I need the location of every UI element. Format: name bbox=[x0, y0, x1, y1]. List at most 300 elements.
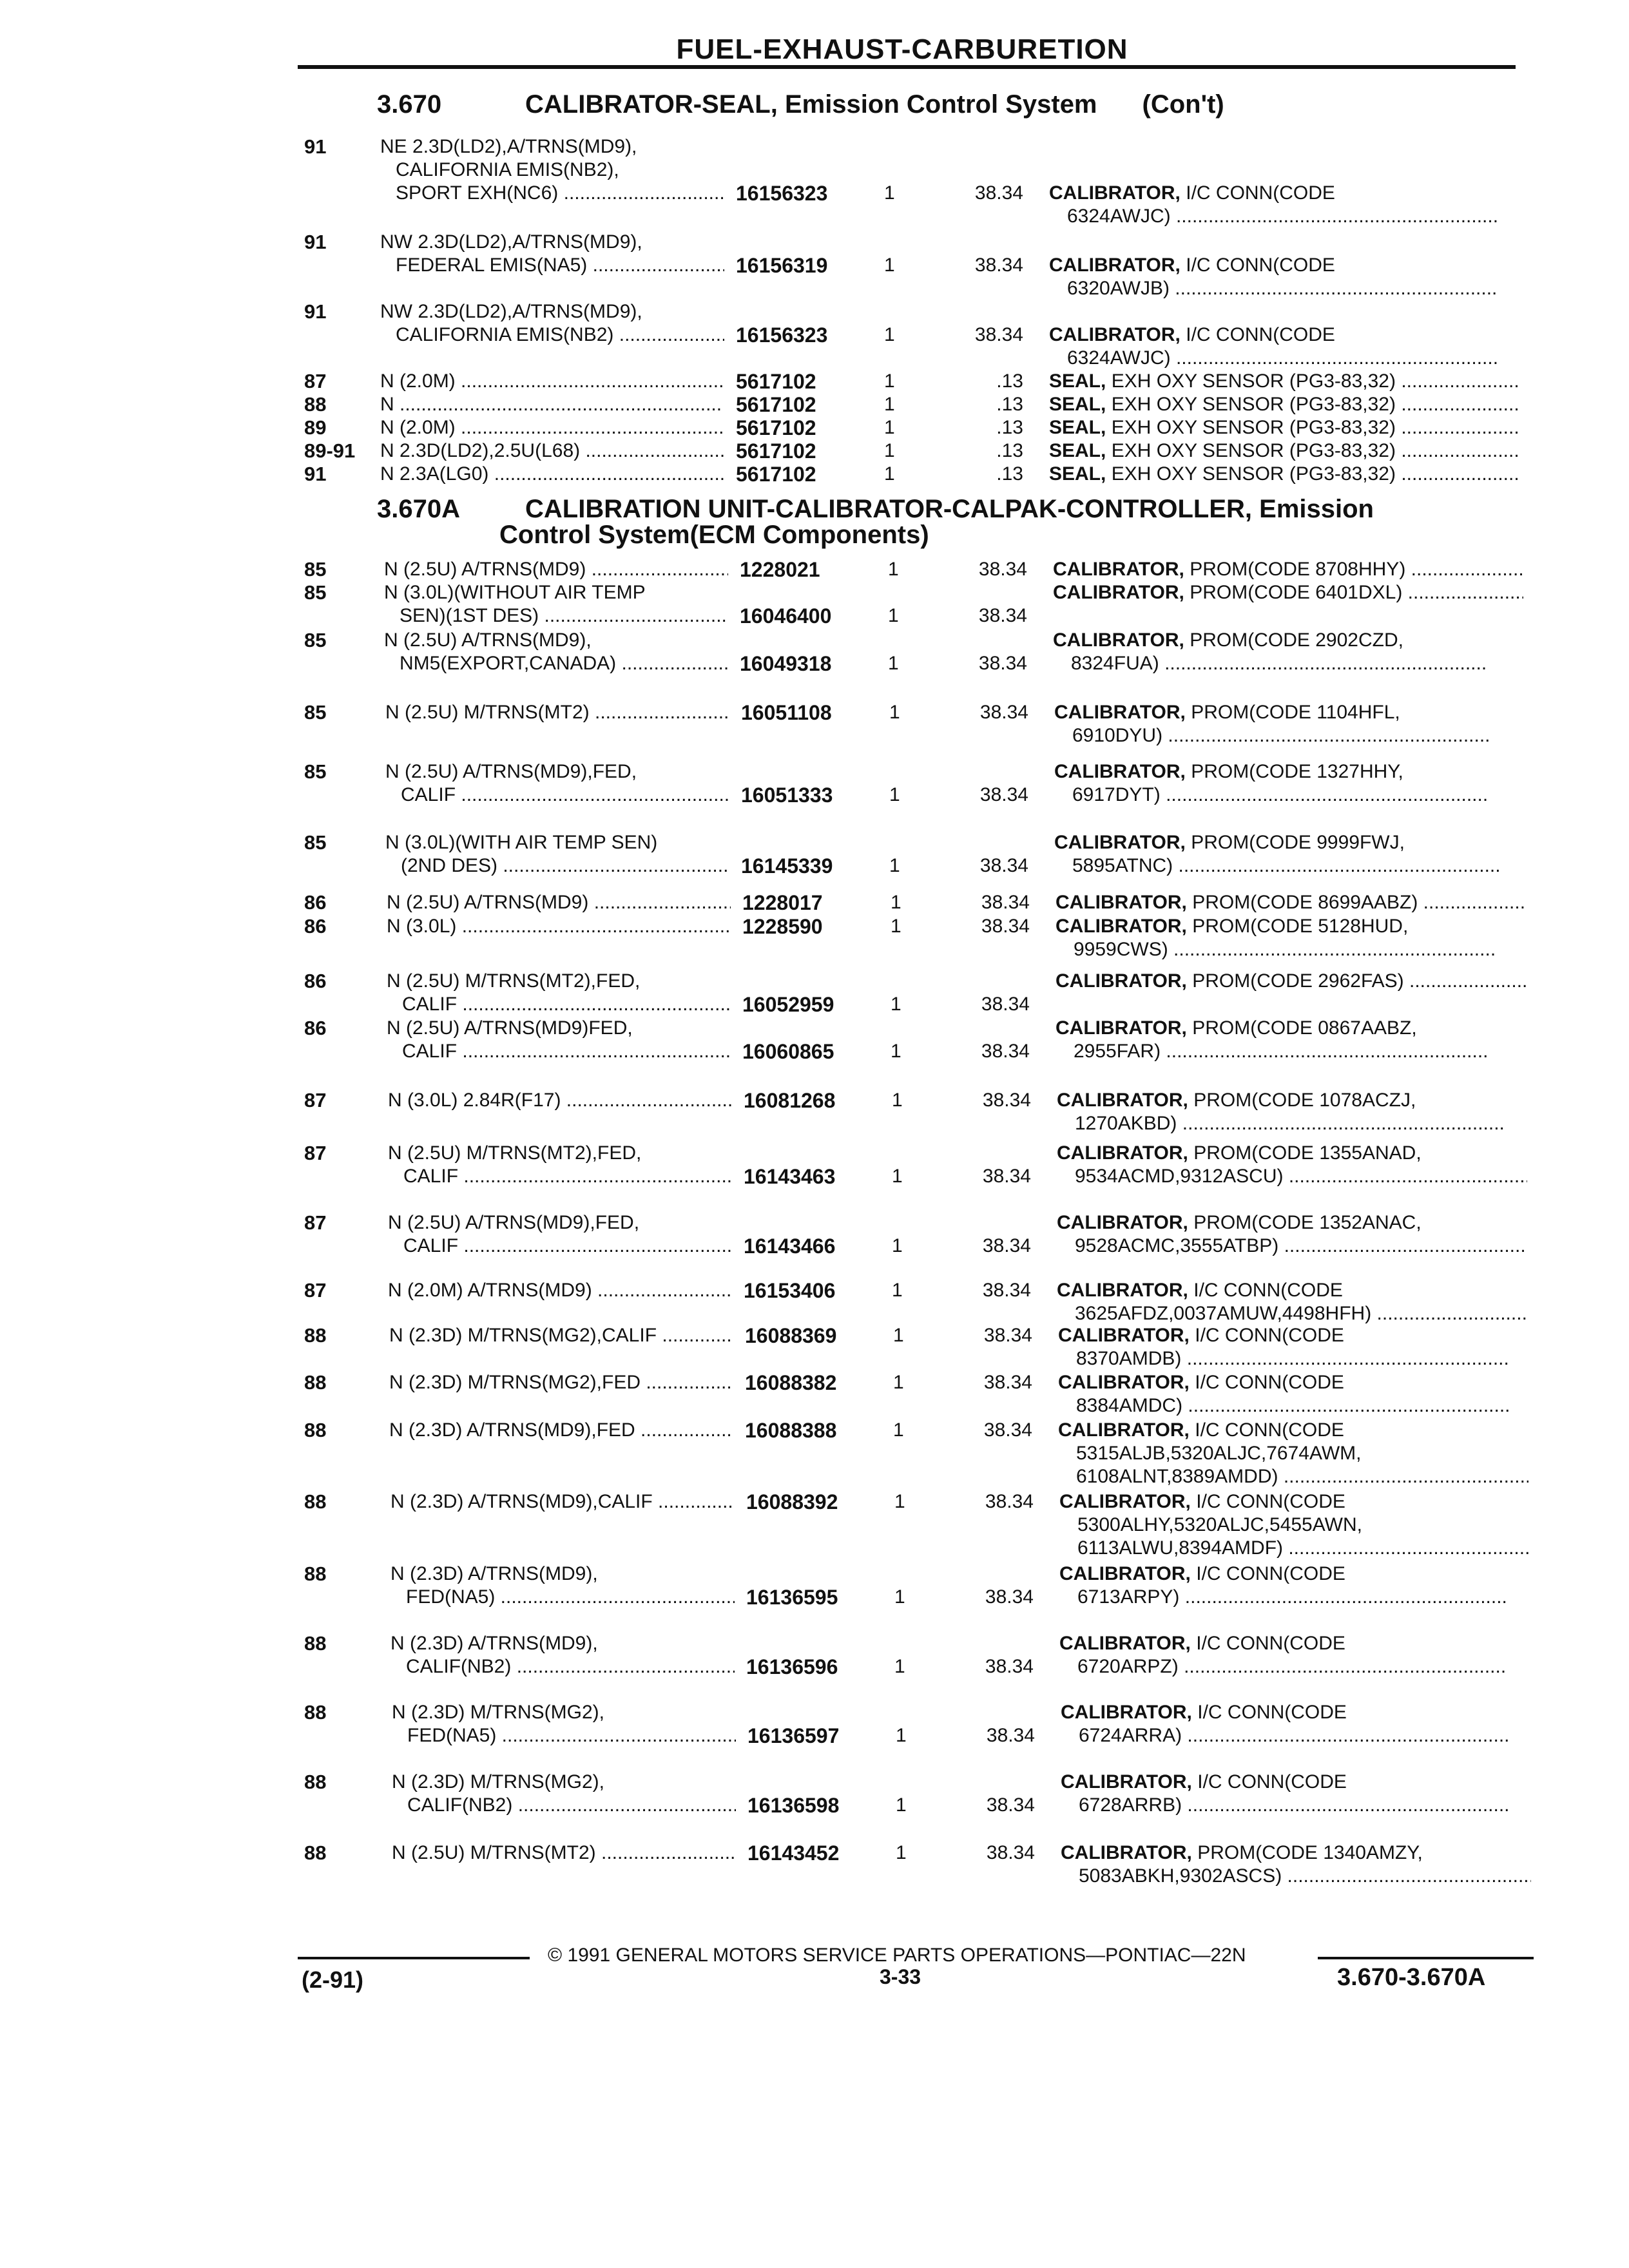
application-line: CALIF ..... bbox=[388, 1235, 732, 1258]
model-year: 85 bbox=[304, 831, 327, 854]
part-number: 16088382 bbox=[745, 1371, 837, 1394]
application-line: FED(NA5) ..... bbox=[392, 1724, 736, 1747]
parts-list-entry bbox=[0, 1211, 1629, 1281]
part-description bbox=[1049, 182, 1519, 228]
part-detail: PROM(CODE 5128HUD, bbox=[1192, 916, 1409, 937]
parts-list-entry bbox=[0, 1632, 1629, 1702]
part-line: 1270AKBD) ..... bbox=[1057, 1112, 1527, 1135]
quantity: 1 bbox=[894, 1656, 905, 1677]
part-detail: PROM(CODE 1078ACZJ, bbox=[1193, 1090, 1416, 1111]
part-name: CALIBRATOR, bbox=[1057, 1090, 1188, 1111]
model-year: 85 bbox=[304, 760, 327, 783]
application-line: CALIFORNIA EMIS(NB2) ..... bbox=[380, 323, 724, 347]
quantity: 1 bbox=[896, 1725, 907, 1746]
part-detail: I/C CONN(CODE bbox=[1197, 1771, 1347, 1792]
part-detail: PROM(CODE 2962FAS) bbox=[1192, 970, 1404, 992]
part-description bbox=[1053, 581, 1523, 604]
section-continued: (Con't) bbox=[1142, 90, 1224, 119]
application-line: CALIFORNIA EMIS(NB2), bbox=[396, 159, 619, 180]
price: 38.34 bbox=[978, 605, 1027, 626]
part-detail: I/C CONN(CODE bbox=[1195, 1372, 1344, 1393]
part-line bbox=[1057, 1142, 1527, 1165]
part-number: 5617102 bbox=[736, 370, 816, 393]
part-number: 16136595 bbox=[746, 1586, 838, 1609]
price: 38.34 bbox=[983, 1372, 1032, 1393]
quantity: 1 bbox=[888, 653, 899, 674]
footer-page-number: 3-33 bbox=[880, 1965, 921, 1988]
application-description bbox=[384, 581, 758, 628]
application-line: CALIF ..... bbox=[387, 1040, 731, 1063]
part-line bbox=[1061, 1701, 1531, 1724]
model-year: 87 bbox=[304, 1279, 327, 1302]
part-line bbox=[1049, 463, 1519, 486]
quantity: 1 bbox=[884, 370, 895, 392]
part-line bbox=[1061, 1771, 1531, 1794]
part-name: SEAL, bbox=[1049, 440, 1106, 461]
part-description bbox=[1059, 1490, 1530, 1560]
application-description bbox=[388, 1089, 762, 1112]
application-line: N 2.3A(LG0) ..... bbox=[380, 463, 724, 486]
part-name: CALIBRATOR, bbox=[1054, 832, 1186, 853]
quantity: 1 bbox=[892, 1166, 903, 1187]
part-name: CALIBRATOR, bbox=[1054, 761, 1186, 782]
application-line: N (2.3D) M/TRNS(MG2),FED ..... bbox=[389, 1371, 733, 1394]
part-name: CALIBRATOR, bbox=[1053, 629, 1184, 651]
part-description bbox=[1049, 393, 1519, 416]
part-name: CALIBRATOR, bbox=[1055, 892, 1187, 913]
application-line: CALIF ..... bbox=[387, 993, 731, 1016]
application-description bbox=[389, 1324, 763, 1347]
parts-list-entry bbox=[0, 629, 1629, 698]
application-description bbox=[380, 135, 754, 205]
running-title: FUEL-EXHAUST-CARBURETION bbox=[676, 34, 1128, 65]
quantity: 1 bbox=[889, 702, 900, 723]
parts-list-entry bbox=[0, 1562, 1629, 1632]
application-line: N (2.3D) A/TRNS(MD9),CALIF ..... bbox=[390, 1490, 735, 1514]
part-description bbox=[1049, 463, 1519, 486]
application-line: N (2.5U) M/TRNS(MT2) ..... bbox=[392, 1841, 736, 1865]
part-line bbox=[1057, 1211, 1527, 1235]
application-line: NE 2.3D(LD2),A/TRNS(MD9), bbox=[380, 136, 637, 157]
part-line: 6713ARPY) ..... bbox=[1059, 1586, 1530, 1609]
part-name: CALIBRATOR, bbox=[1055, 1017, 1187, 1039]
model-year: 88 bbox=[304, 1701, 327, 1724]
price: .13 bbox=[996, 370, 1023, 392]
model-year: 86 bbox=[304, 915, 327, 937]
part-line: 3625AFDZ,0037AMUW,4498HFH) ..... bbox=[1057, 1302, 1527, 1325]
part-number: 16136597 bbox=[747, 1724, 840, 1747]
price: 38.34 bbox=[981, 1041, 1030, 1062]
part-line bbox=[1058, 1419, 1528, 1442]
part-detail: I/C CONN(CODE bbox=[1196, 1633, 1345, 1654]
application-description bbox=[389, 1371, 763, 1394]
part-line bbox=[1058, 1324, 1528, 1347]
part-line: 6724ARRA) ..... bbox=[1061, 1724, 1531, 1747]
part-detail: PROM(CODE 8699AABZ) bbox=[1192, 892, 1418, 913]
part-description bbox=[1061, 1771, 1531, 1817]
part-name: CALIBRATOR, bbox=[1049, 255, 1181, 276]
part-line bbox=[1053, 558, 1523, 581]
part-number: 16143466 bbox=[744, 1235, 836, 1258]
part-description bbox=[1055, 915, 1526, 961]
part-detail: I/C CONN(CODE bbox=[1197, 1702, 1347, 1723]
quantity: 1 bbox=[894, 1491, 905, 1512]
part-number: 1228021 bbox=[740, 558, 820, 581]
model-year: 89-91 bbox=[304, 439, 356, 462]
application-line: FED(NA5) ..... bbox=[390, 1586, 735, 1609]
application-line: CALIF ..... bbox=[385, 783, 729, 807]
part-detail: PROM(CODE 8708HHY) bbox=[1190, 559, 1406, 580]
model-year: 89 bbox=[304, 416, 327, 439]
application-description bbox=[392, 1771, 766, 1817]
parts-list-entry bbox=[0, 1701, 1629, 1771]
part-line: 6324AWJC) ..... bbox=[1049, 205, 1519, 228]
application-line: N (2.3D) M/TRNS(MG2),CALIF ..... bbox=[389, 1324, 733, 1347]
price: 38.34 bbox=[979, 855, 1028, 876]
application-line: N (2.3D) A/TRNS(MD9), bbox=[390, 1633, 598, 1654]
quantity: 1 bbox=[891, 1041, 901, 1062]
model-year: 86 bbox=[304, 970, 327, 992]
part-number: 16143452 bbox=[747, 1841, 840, 1865]
part-description bbox=[1055, 970, 1526, 993]
application-description bbox=[380, 463, 754, 486]
part-detail: PROM(CODE 6401DXL) bbox=[1190, 582, 1403, 603]
part-description bbox=[1049, 254, 1519, 300]
price: 38.34 bbox=[985, 1586, 1034, 1608]
application-line: CALIF(NB2) ..... bbox=[390, 1655, 735, 1678]
parts-list-entry bbox=[0, 831, 1629, 901]
application-line: N (2.5U) A/TRNS(MD9),FED, bbox=[388, 1212, 640, 1233]
parts-list-entry bbox=[0, 1841, 1629, 1911]
application-line: N (2.5U) A/TRNS(MD9)FED, bbox=[387, 1017, 633, 1039]
part-number: 16088392 bbox=[746, 1490, 838, 1514]
header-rule bbox=[298, 65, 1516, 69]
part-name: CALIBRATOR, bbox=[1058, 1372, 1190, 1393]
quantity: 1 bbox=[892, 1280, 903, 1301]
part-line bbox=[1055, 970, 1526, 993]
part-line bbox=[1058, 1371, 1528, 1394]
footer-copyright: © 1991 GENERAL MOTORS SERVICE PARTS OPERATIONS—PONTIAC—22N bbox=[548, 1945, 1246, 1966]
application-line: N (2.3D) A/TRNS(MD9),FED ..... bbox=[389, 1419, 733, 1442]
application-description bbox=[387, 1017, 760, 1063]
quantity: 1 bbox=[894, 1586, 905, 1608]
price: .13 bbox=[996, 463, 1023, 485]
part-name: CALIBRATOR, bbox=[1057, 1142, 1188, 1164]
part-description bbox=[1054, 831, 1525, 878]
model-year: 88 bbox=[304, 1562, 327, 1585]
application-description bbox=[392, 1841, 766, 1865]
part-name: CALIBRATOR, bbox=[1054, 702, 1186, 723]
part-line: 6910DYU) ..... bbox=[1054, 724, 1525, 747]
model-year: 88 bbox=[304, 1324, 327, 1347]
part-line: 6113ALWU,8394AMDF) ..... bbox=[1059, 1537, 1530, 1560]
part-detail: I/C CONN(CODE bbox=[1196, 1491, 1345, 1512]
parts-list-entry bbox=[0, 300, 1629, 370]
part-description bbox=[1054, 760, 1525, 807]
model-year: 88 bbox=[304, 1841, 327, 1864]
part-number: 16052959 bbox=[742, 993, 834, 1016]
model-year: 85 bbox=[304, 558, 327, 581]
part-number: 16145339 bbox=[741, 854, 833, 878]
part-line: 6720ARPZ) ..... bbox=[1059, 1655, 1530, 1678]
application-line: FEDERAL EMIS(NA5) ..... bbox=[380, 254, 724, 277]
quantity: 1 bbox=[893, 1325, 904, 1346]
part-number: 16081268 bbox=[744, 1089, 836, 1112]
part-detail: I/C CONN(CODE bbox=[1186, 324, 1335, 345]
part-name: CALIBRATOR, bbox=[1059, 1491, 1191, 1512]
part-line bbox=[1049, 370, 1519, 393]
part-number: 1228017 bbox=[742, 891, 823, 914]
application-line: N (2.3D) M/TRNS(MG2), bbox=[392, 1771, 604, 1792]
part-detail: EXH OXY SENSOR (PG3-83,32) bbox=[1111, 394, 1396, 415]
price: .13 bbox=[996, 394, 1023, 415]
footer-rule-right bbox=[1318, 1957, 1534, 1959]
application-line: N ..... bbox=[380, 393, 724, 416]
part-line: 6320AWJB) ..... bbox=[1049, 277, 1519, 300]
model-year: 91 bbox=[304, 135, 327, 158]
part-description bbox=[1049, 370, 1519, 393]
quantity: 1 bbox=[896, 1842, 907, 1863]
application-line: CALIF ..... bbox=[388, 1165, 732, 1188]
part-detail: EXH OXY SENSOR (PG3-83,32) bbox=[1111, 440, 1396, 461]
part-line bbox=[1055, 1017, 1526, 1040]
price: 38.34 bbox=[983, 1419, 1032, 1441]
price: 38.34 bbox=[981, 892, 1030, 913]
application-description bbox=[390, 1562, 764, 1609]
quantity: 1 bbox=[892, 1090, 903, 1111]
price: 38.34 bbox=[983, 1325, 1032, 1346]
price: 38.34 bbox=[982, 1090, 1031, 1111]
part-line bbox=[1059, 1562, 1530, 1586]
part-line: 5895ATNC) ..... bbox=[1054, 854, 1525, 878]
part-number: 16046400 bbox=[740, 604, 832, 628]
model-year: 88 bbox=[304, 1419, 327, 1441]
part-detail: PROM(CODE 9999FWJ, bbox=[1191, 832, 1405, 853]
part-description bbox=[1055, 1017, 1526, 1063]
application-line: (2ND DES) ..... bbox=[385, 854, 729, 878]
part-description bbox=[1061, 1701, 1531, 1747]
application-line: N 2.3D(LD2),2.5U(L68) ..... bbox=[380, 439, 724, 463]
part-name: SEAL, bbox=[1049, 463, 1106, 485]
part-line: 9959CWS) ..... bbox=[1055, 938, 1526, 961]
parts-list-entry bbox=[0, 760, 1629, 830]
parts-list-entry bbox=[0, 1017, 1629, 1086]
quantity: 1 bbox=[889, 784, 900, 805]
part-line bbox=[1055, 891, 1526, 914]
quantity: 1 bbox=[884, 182, 895, 204]
part-line: 8324FUA) ..... bbox=[1053, 652, 1523, 675]
application-line: N (2.5U) M/TRNS(MT2),FED, bbox=[388, 1142, 642, 1164]
model-year: 85 bbox=[304, 701, 327, 724]
application-line: CALIF(NB2) ..... bbox=[392, 1794, 736, 1817]
part-detail: I/C CONN(CODE bbox=[1186, 182, 1335, 204]
application-description bbox=[392, 1701, 766, 1747]
part-line bbox=[1054, 760, 1525, 783]
application-line: N (2.0M) ..... bbox=[380, 370, 724, 393]
parts-list-entry bbox=[0, 1771, 1629, 1840]
part-line bbox=[1053, 629, 1523, 652]
application-line: N (2.3D) M/TRNS(MG2), bbox=[392, 1702, 604, 1723]
price: 38.34 bbox=[978, 653, 1027, 674]
price: 38.34 bbox=[974, 324, 1023, 345]
application-line: N (2.5U) M/TRNS(MT2) ..... bbox=[385, 701, 729, 724]
parts-list-entry bbox=[0, 581, 1629, 628]
part-line: 5315ALJB,5320ALJC,7674AWM, bbox=[1076, 1443, 1362, 1464]
part-detail: PROM(CODE 2902CZD, bbox=[1190, 629, 1403, 651]
parts-list-entry bbox=[0, 463, 1629, 509]
footer-section-range: 3.670-3.670A bbox=[1337, 1964, 1486, 1991]
application-description bbox=[385, 831, 759, 878]
part-description bbox=[1053, 558, 1523, 581]
price: 38.34 bbox=[978, 559, 1027, 580]
part-description bbox=[1058, 1419, 1528, 1488]
part-number: 16051333 bbox=[741, 783, 833, 807]
part-number: 5617102 bbox=[736, 439, 816, 463]
application-description bbox=[380, 300, 754, 347]
quantity: 1 bbox=[888, 605, 899, 626]
application-line: N (3.0L) ..... bbox=[387, 915, 731, 938]
part-detail: EXH OXY SENSOR (PG3-83,32) bbox=[1111, 370, 1396, 392]
part-name: SEAL, bbox=[1049, 370, 1106, 392]
price: 38.34 bbox=[982, 1235, 1031, 1256]
price: 38.34 bbox=[986, 1794, 1035, 1816]
part-description bbox=[1059, 1632, 1530, 1678]
part-detail: I/C CONN(CODE bbox=[1195, 1325, 1344, 1346]
section-heading-3670 bbox=[377, 90, 1224, 119]
part-description bbox=[1059, 1562, 1530, 1609]
part-name: SEAL, bbox=[1049, 394, 1106, 415]
part-name: CALIBRATOR, bbox=[1061, 1771, 1192, 1792]
application-line: NW 2.3D(LD2),A/TRNS(MD9), bbox=[380, 231, 642, 253]
part-name: CALIBRATOR, bbox=[1058, 1325, 1190, 1346]
part-line: 8384AMDC) ..... bbox=[1058, 1394, 1528, 1418]
quantity: 1 bbox=[896, 1794, 907, 1816]
quantity: 1 bbox=[893, 1372, 904, 1393]
part-description bbox=[1049, 439, 1519, 463]
application-description bbox=[389, 1419, 763, 1442]
application-description bbox=[380, 416, 754, 439]
application-description bbox=[387, 970, 760, 1016]
price: 38.34 bbox=[986, 1725, 1035, 1746]
application-description bbox=[385, 760, 759, 807]
quantity: 1 bbox=[884, 324, 895, 345]
part-detail: PROM(CODE 1340AMZY, bbox=[1197, 1842, 1423, 1863]
part-description bbox=[1058, 1371, 1528, 1418]
part-number: 16153406 bbox=[744, 1279, 836, 1302]
price: 38.34 bbox=[986, 1842, 1035, 1863]
model-year: 91 bbox=[304, 300, 327, 323]
application-description bbox=[387, 915, 760, 938]
part-detail: PROM(CODE 1327HHY, bbox=[1191, 761, 1403, 782]
part-name: CALIBRATOR, bbox=[1057, 1280, 1188, 1301]
part-name: SEAL, bbox=[1049, 417, 1106, 438]
section-number: 3.670 bbox=[377, 90, 442, 119]
application-description bbox=[390, 1490, 764, 1514]
application-description bbox=[384, 558, 758, 581]
quantity: 1 bbox=[884, 394, 895, 415]
price: 38.34 bbox=[979, 784, 1028, 805]
part-line: 6917DYT) ..... bbox=[1054, 783, 1525, 807]
part-description bbox=[1057, 1279, 1527, 1325]
application-line: N (2.5U) A/TRNS(MD9) ..... bbox=[387, 891, 731, 914]
price: 38.34 bbox=[981, 916, 1030, 937]
price: 38.34 bbox=[979, 702, 1028, 723]
model-year: 85 bbox=[304, 629, 327, 651]
part-number: 16088369 bbox=[745, 1324, 837, 1347]
model-year: 88 bbox=[304, 1490, 327, 1513]
part-detail: EXH OXY SENSOR (PG3-83,32) bbox=[1111, 417, 1396, 438]
application-line: N (2.0M) ..... bbox=[380, 416, 724, 439]
model-year: 88 bbox=[304, 393, 327, 416]
application-description bbox=[380, 393, 754, 416]
application-description bbox=[388, 1142, 762, 1188]
part-detail: PROM(CODE 1352ANAC, bbox=[1193, 1212, 1422, 1233]
application-line: N (3.0L)(WITH AIR TEMP SEN) bbox=[385, 832, 658, 853]
part-number: 16156319 bbox=[736, 254, 828, 277]
part-detail: EXH OXY SENSOR (PG3-83,32) bbox=[1111, 463, 1396, 485]
parts-list-entry bbox=[0, 1142, 1629, 1211]
section-title: CALIBRATOR-SEAL, Emission Control System bbox=[525, 90, 1097, 119]
part-number: 5617102 bbox=[736, 393, 816, 416]
part-name: CALIBRATOR, bbox=[1049, 182, 1181, 204]
part-number: 16049318 bbox=[740, 652, 832, 675]
part-line: 6728ARRB) ..... bbox=[1061, 1794, 1531, 1817]
part-detail: I/C CONN(CODE bbox=[1196, 1563, 1345, 1584]
application-description bbox=[387, 891, 760, 914]
part-name: CALIBRATOR, bbox=[1053, 559, 1184, 580]
quantity: 1 bbox=[889, 855, 900, 876]
part-name: CALIBRATOR, bbox=[1059, 1633, 1191, 1654]
part-description bbox=[1057, 1142, 1527, 1188]
quantity: 1 bbox=[884, 255, 895, 276]
part-detail: PROM(CODE 1355ANAD, bbox=[1193, 1142, 1422, 1164]
part-number: 16051108 bbox=[741, 701, 832, 724]
part-line bbox=[1059, 1490, 1530, 1514]
application-line: NM5(EXPORT,CANADA) ..... bbox=[384, 652, 728, 675]
parts-list-entry bbox=[0, 135, 1629, 227]
part-line: 5083ABKH,9302ASCS) ..... bbox=[1061, 1865, 1531, 1888]
part-line bbox=[1049, 439, 1519, 463]
quantity: 1 bbox=[884, 440, 895, 461]
model-year: 87 bbox=[304, 1089, 327, 1111]
price: .13 bbox=[996, 417, 1023, 438]
model-year: 87 bbox=[304, 1142, 327, 1164]
application-description bbox=[380, 231, 754, 277]
part-number: 16136598 bbox=[747, 1794, 840, 1817]
application-description bbox=[388, 1279, 762, 1302]
part-description bbox=[1055, 891, 1526, 914]
part-number: 1228590 bbox=[742, 915, 823, 938]
application-line: N (2.0M) A/TRNS(MD9) ..... bbox=[388, 1279, 732, 1302]
part-line bbox=[1054, 831, 1525, 854]
application-line: SPORT EXH(NC6) ..... bbox=[380, 182, 724, 205]
section-number: 3.670A bbox=[377, 495, 460, 523]
quantity: 1 bbox=[888, 559, 899, 580]
part-number: 16156323 bbox=[736, 323, 828, 347]
section-subtitle: Control System(ECM Components) bbox=[499, 521, 929, 549]
price: 38.34 bbox=[982, 1280, 1031, 1301]
part-line bbox=[1053, 581, 1523, 604]
part-line bbox=[1061, 1841, 1531, 1865]
part-line bbox=[1057, 1089, 1527, 1112]
part-description bbox=[1058, 1324, 1528, 1370]
part-line bbox=[1049, 323, 1519, 347]
quantity: 1 bbox=[884, 417, 895, 438]
part-name: CALIBRATOR, bbox=[1053, 582, 1184, 603]
part-name: CALIBRATOR, bbox=[1055, 916, 1187, 937]
part-line bbox=[1055, 915, 1526, 938]
application-description bbox=[380, 370, 754, 393]
